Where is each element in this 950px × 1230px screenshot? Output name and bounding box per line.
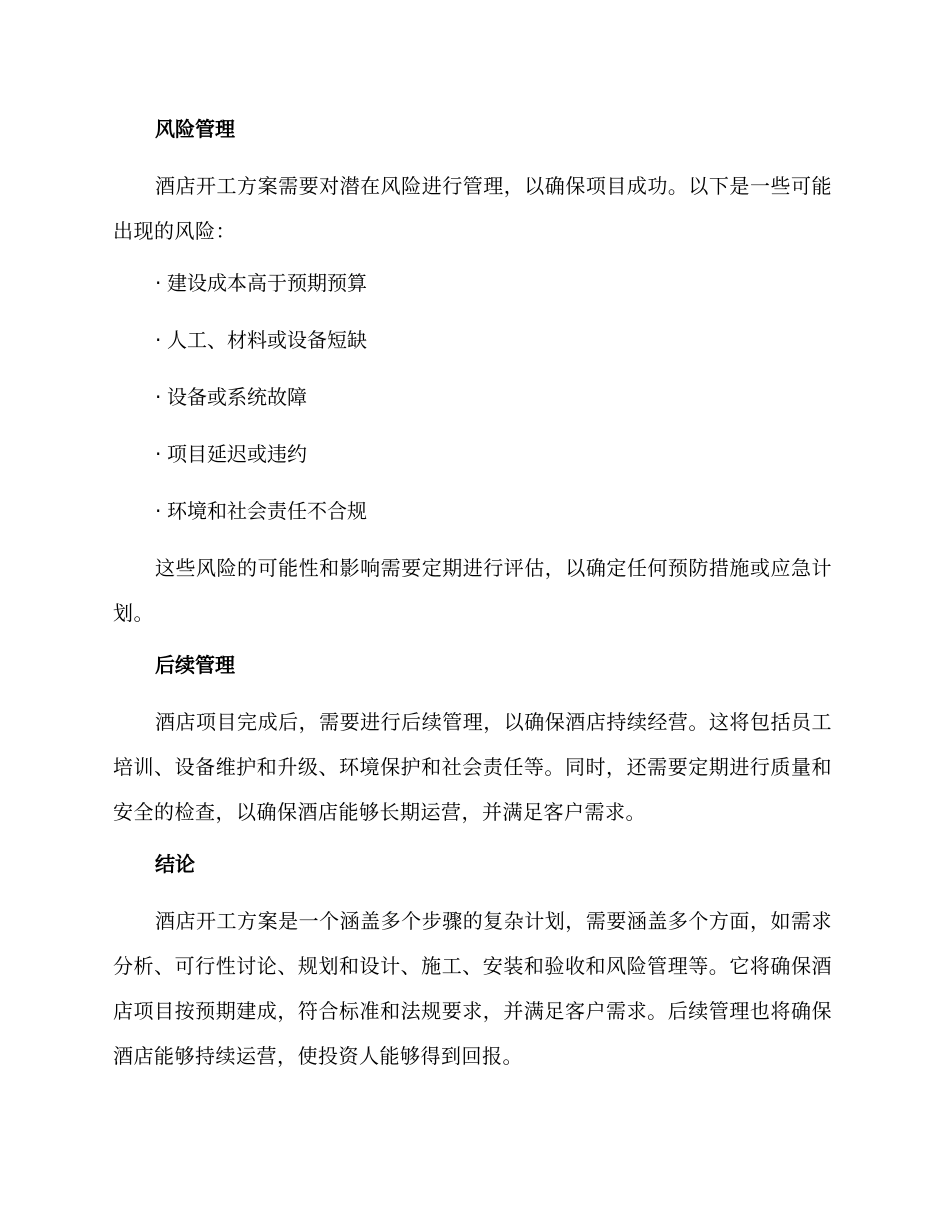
followup-paragraph: 酒店项目完成后，需要进行后续管理，以确保酒店持续经营。这将包括员工培训、设备维护和升级、环境保护和社会责任等。同时，还需要定期进行质量和安全的检查，以确保酒店能够长期运营，并满足客户需求。	[113, 710, 832, 824]
risk-list-item	[113, 381, 832, 413]
risk-list-item	[113, 324, 832, 356]
risk-item-text: 建设成本高于预期预算	[167, 271, 367, 295]
conclusion-heading: 结论	[155, 852, 195, 876]
risk-list-item	[113, 267, 832, 299]
bullet-symbol: ·	[155, 385, 162, 409]
followup-management-heading: 后续管理	[155, 653, 235, 677]
bullet-symbol: ·	[155, 499, 162, 523]
risk-item-text: 人工、材料或设备短缺	[167, 328, 367, 352]
bullet-symbol: ·	[155, 271, 162, 295]
risk-closing-paragraph: 这些风险的可能性和影响需要定期进行评估，以确定任何预防措施或应急计划。	[113, 556, 832, 625]
risk-list-item	[113, 495, 832, 527]
risk-list-item	[113, 438, 832, 470]
risk-item-text: 设备或系统故障	[167, 385, 307, 409]
bullet-symbol: ·	[155, 442, 162, 466]
risk-management-heading: 风险管理	[155, 117, 235, 141]
risk-item-text: 环境和社会责任不合规	[167, 499, 367, 523]
conclusion-paragraph: 酒店开工方案是一个涵盖多个步骤的复杂计划，需要涵盖多个方面，如需求分析、可行性讨论、规划和设计、施工、安装和验收和风险管理等。它将确保酒店项目按预期建成，符合标准和法规要求，并满足客户需求。后续管理也将确保酒店能够持续运营，使投资人能够得到回报。	[113, 909, 832, 1068]
risk-intro-paragraph: 酒店开工方案需要对潜在风险进行管理，以确保项目成功。以下是一些可能出现的风险：	[113, 174, 832, 243]
bullet-symbol: ·	[155, 328, 162, 352]
risk-item-text: 项目延迟或违约	[167, 442, 307, 466]
